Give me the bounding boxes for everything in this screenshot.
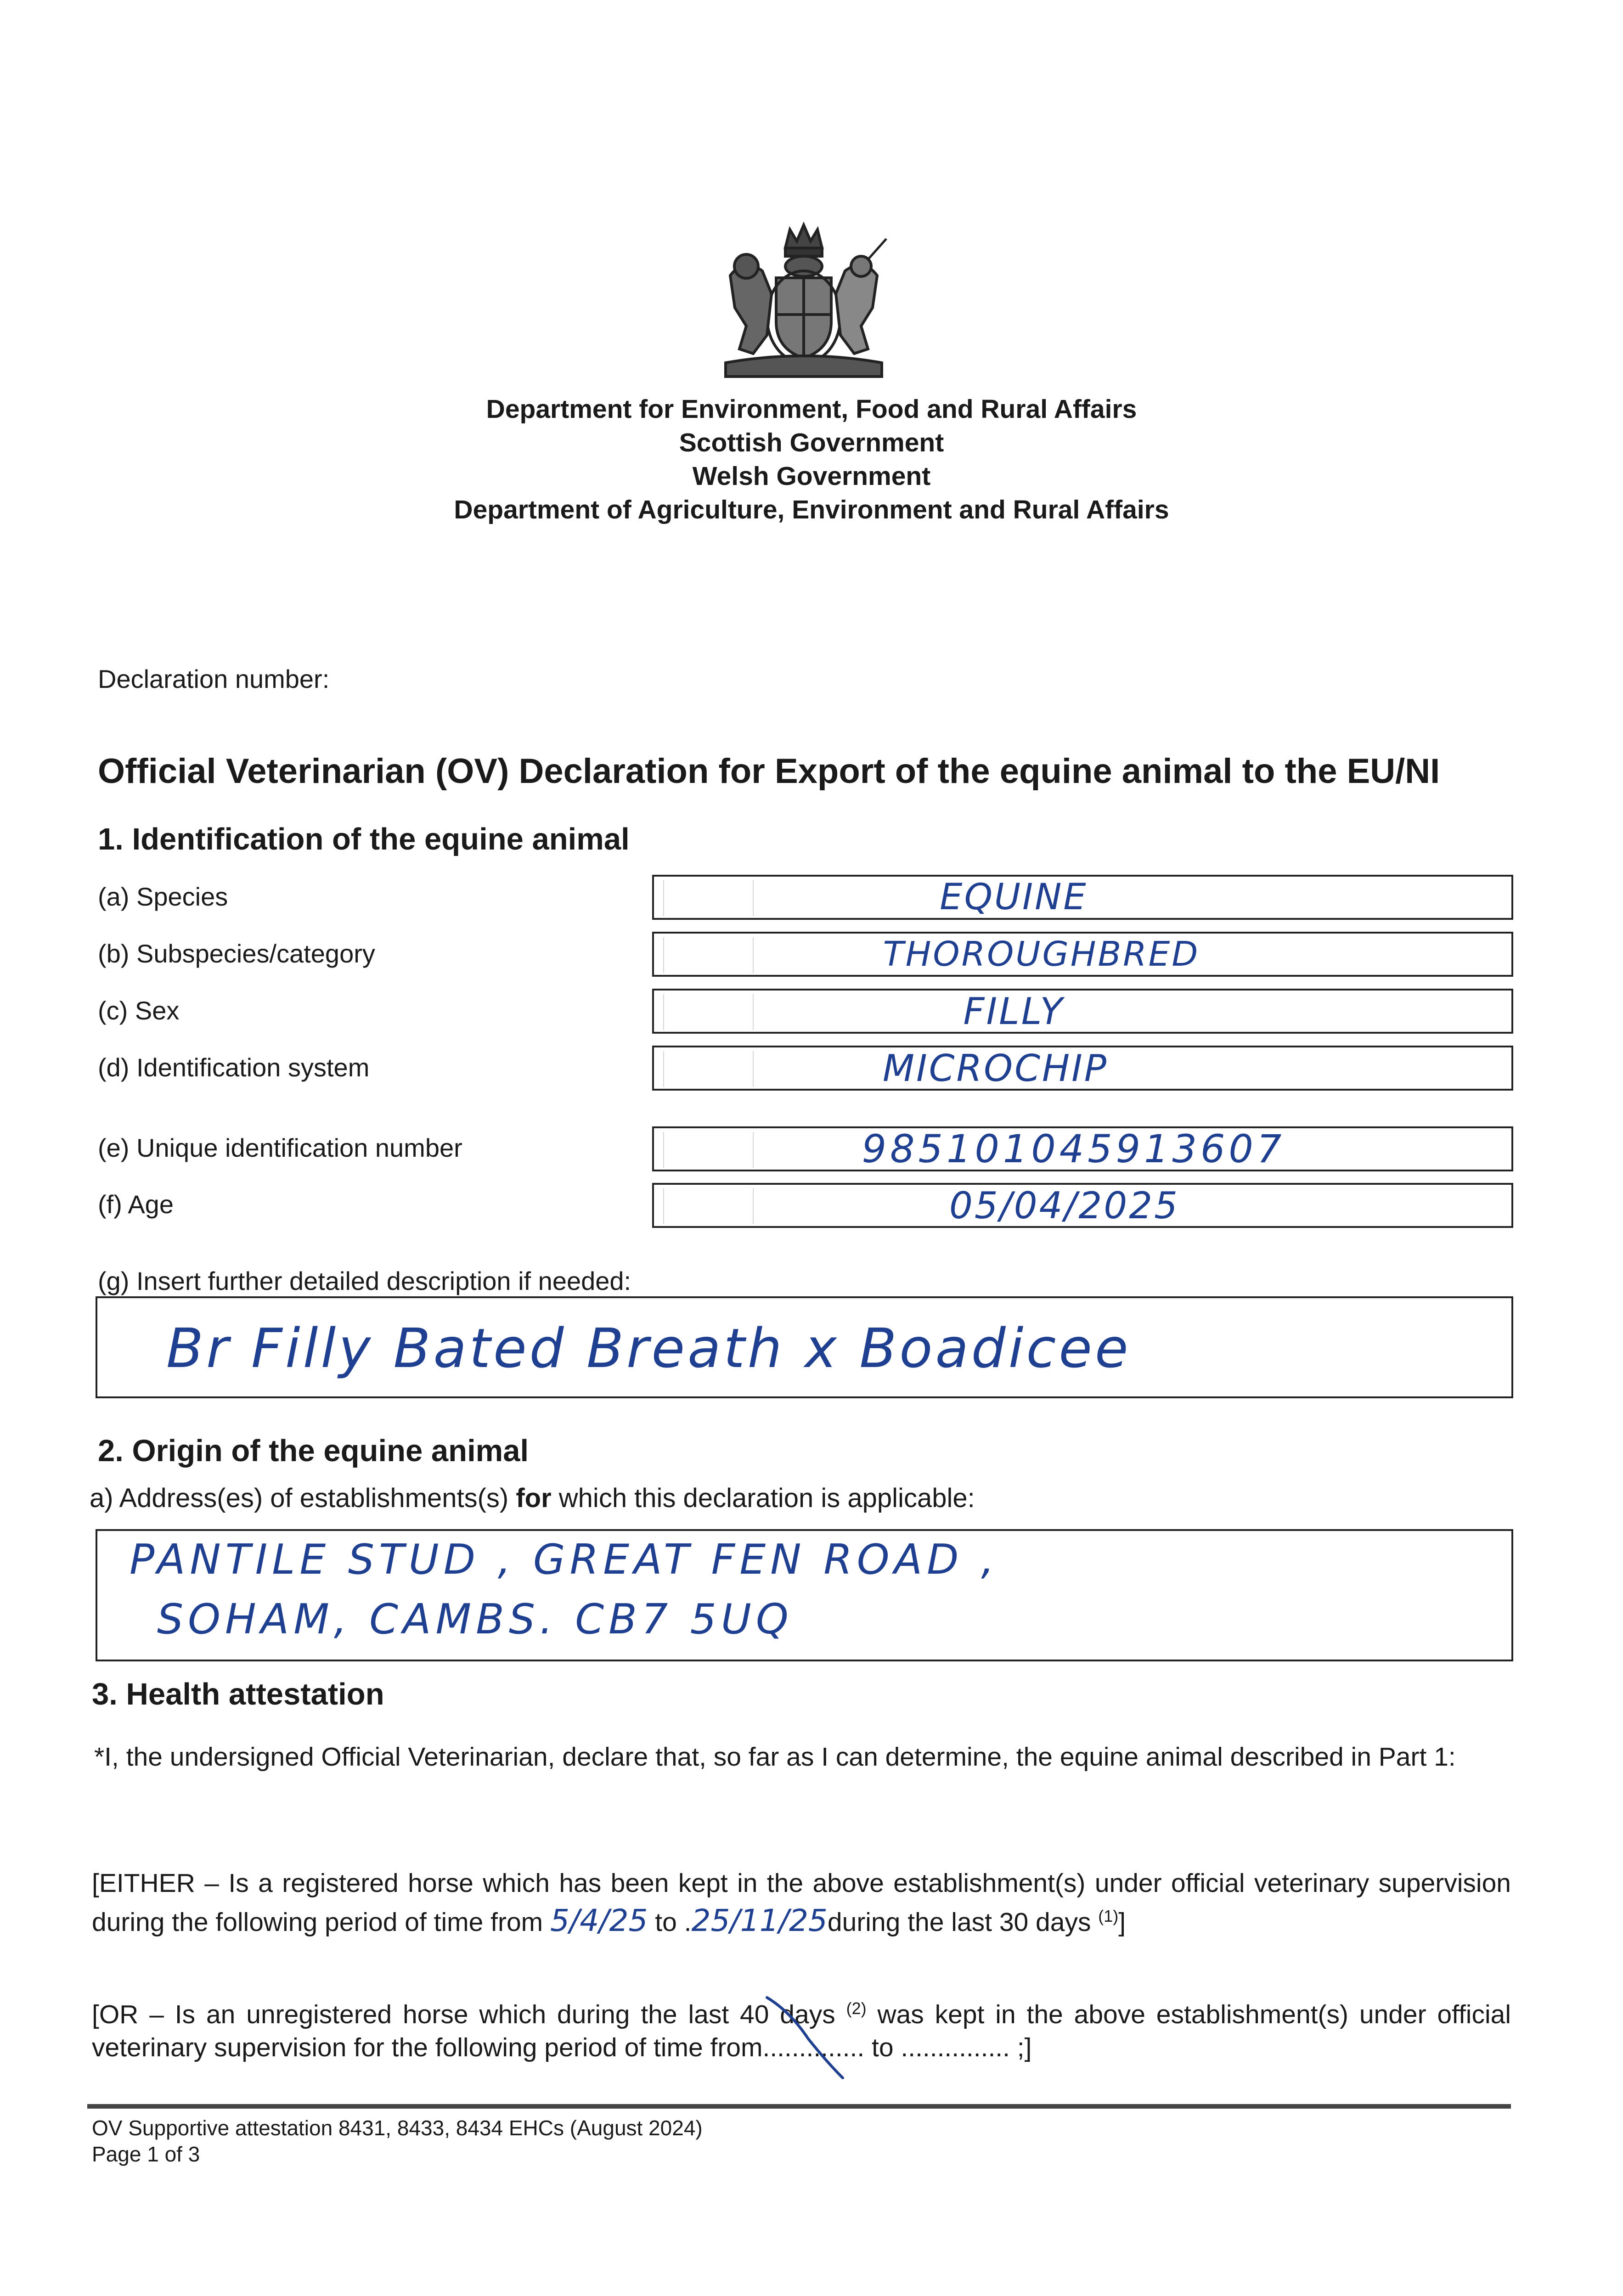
either-from-date[interactable]: 5/4/25 — [550, 1903, 648, 1938]
either-to-word: to . — [648, 1908, 692, 1937]
or-clause-text: [OR – Is an unregistered horse which during the last 40 days — [92, 2000, 846, 2029]
address-field[interactable] — [96, 1529, 1513, 1661]
sex-value: FILLY — [963, 990, 1065, 1033]
unique-id-field[interactable] — [652, 1126, 1513, 1171]
either-clause-text: [EITHER – Is a registered horse which has been kept in the above establishment(s) under official veterinary supervision during the following period of time from — [92, 1868, 1511, 1937]
subspecies-label: (b) Subspecies/category — [98, 939, 375, 968]
address-label-end: which this declaration is applicable: — [551, 1483, 975, 1513]
species-value: EQUINE — [940, 877, 1088, 918]
unique-id-value: 985101045913607 — [862, 1126, 1285, 1171]
royal-coat-of-arms-icon — [703, 216, 905, 390]
section-1-heading: 1. Identification of the equine animal — [98, 822, 630, 856]
description-value: Br Filly Bated Breath x Boadicee — [166, 1317, 1131, 1380]
field-divider — [663, 880, 664, 916]
either-clause-close: ] — [1118, 1908, 1126, 1937]
address-line-2: SOHAM, CAMBS. CB7 5UQ — [157, 1595, 793, 1643]
identification-system-label: (d) Identification system — [98, 1053, 370, 1082]
field-divider — [663, 937, 664, 973]
field-divider — [753, 1051, 754, 1087]
identification-system-value: MICROCHIP — [883, 1047, 1108, 1090]
age-label: (f) Age — [98, 1190, 174, 1219]
subspecies-field[interactable] — [652, 932, 1513, 977]
field-divider — [753, 880, 754, 916]
species-field[interactable] — [652, 875, 1513, 920]
section-2-heading: 2. Origin of the equine animal — [98, 1434, 529, 1468]
or-footnote-ref: (2) — [846, 1999, 867, 2018]
field-divider — [753, 1188, 754, 1224]
address-line-1: PANTILE STUD , GREAT FEN ROAD , — [130, 1536, 999, 1584]
field-divider — [663, 1051, 664, 1087]
unique-id-label: (e) Unique identification number — [98, 1133, 462, 1162]
field-divider — [753, 994, 754, 1030]
description-field[interactable] — [96, 1296, 1513, 1398]
address-label-start: a) Address(es) of establishments(s) — [90, 1483, 516, 1513]
sex-field[interactable] — [652, 989, 1513, 1034]
field-divider — [753, 937, 754, 973]
address-label-emphasis: for — [516, 1483, 552, 1513]
section-3-heading: 3. Health attestation — [92, 1677, 384, 1711]
address-label — [90, 1482, 975, 1514]
age-field[interactable] — [652, 1183, 1513, 1228]
footer-page-number: Page 1 of 3 — [92, 2142, 200, 2166]
either-to-date[interactable]: 25/11/25 — [691, 1903, 828, 1938]
field-divider — [663, 1188, 664, 1224]
field-divider — [663, 994, 664, 1030]
either-clause-tail: during the last 30 days — [827, 1908, 1099, 1937]
footer-divider — [87, 2104, 1511, 2109]
department-name-4: Department of Agriculture, Environment and Rural Affairs — [454, 495, 1169, 524]
department-name-2: Scottish Government — [679, 428, 944, 457]
health-attestation-intro: *I, the undersigned Official Veterinarian, declare that, so far as I can determine, the equine animal described in Part 1: — [94, 1742, 1456, 1772]
description-label: (g) Insert further detailed description if needed: — [98, 1266, 631, 1295]
field-divider — [663, 1132, 664, 1168]
declaration-number-label: Declaration number: — [98, 664, 330, 693]
department-name-3: Welsh Government — [692, 461, 931, 491]
sex-label: (c) Sex — [98, 996, 180, 1025]
either-footnote-ref: (1) — [1098, 1907, 1119, 1925]
strike-through-mark — [762, 1993, 854, 2085]
species-label: (a) Species — [98, 882, 228, 911]
or-clause-tail: was kept in the above establishment(s) under official veterinary supervision for the following period of time from.............. to ............... ;] — [92, 2000, 1511, 2062]
identification-system-field[interactable] — [652, 1046, 1513, 1091]
footer-attestation: OV Supportive attestation 8431, 8433, 8434 EHCs (August 2024) — [92, 2116, 703, 2140]
subspecies-value: THOROUGHBRED — [883, 934, 1200, 974]
department-name-1: Department for Environment, Food and Rural Affairs — [486, 394, 1137, 424]
either-clause — [92, 1867, 1511, 1939]
field-divider — [753, 1132, 754, 1168]
document-title: Official Veterinarian (OV) Declaration for Export of the equine animal to the EU/NI — [98, 752, 1440, 791]
age-value: 05/04/2025 — [949, 1184, 1180, 1227]
